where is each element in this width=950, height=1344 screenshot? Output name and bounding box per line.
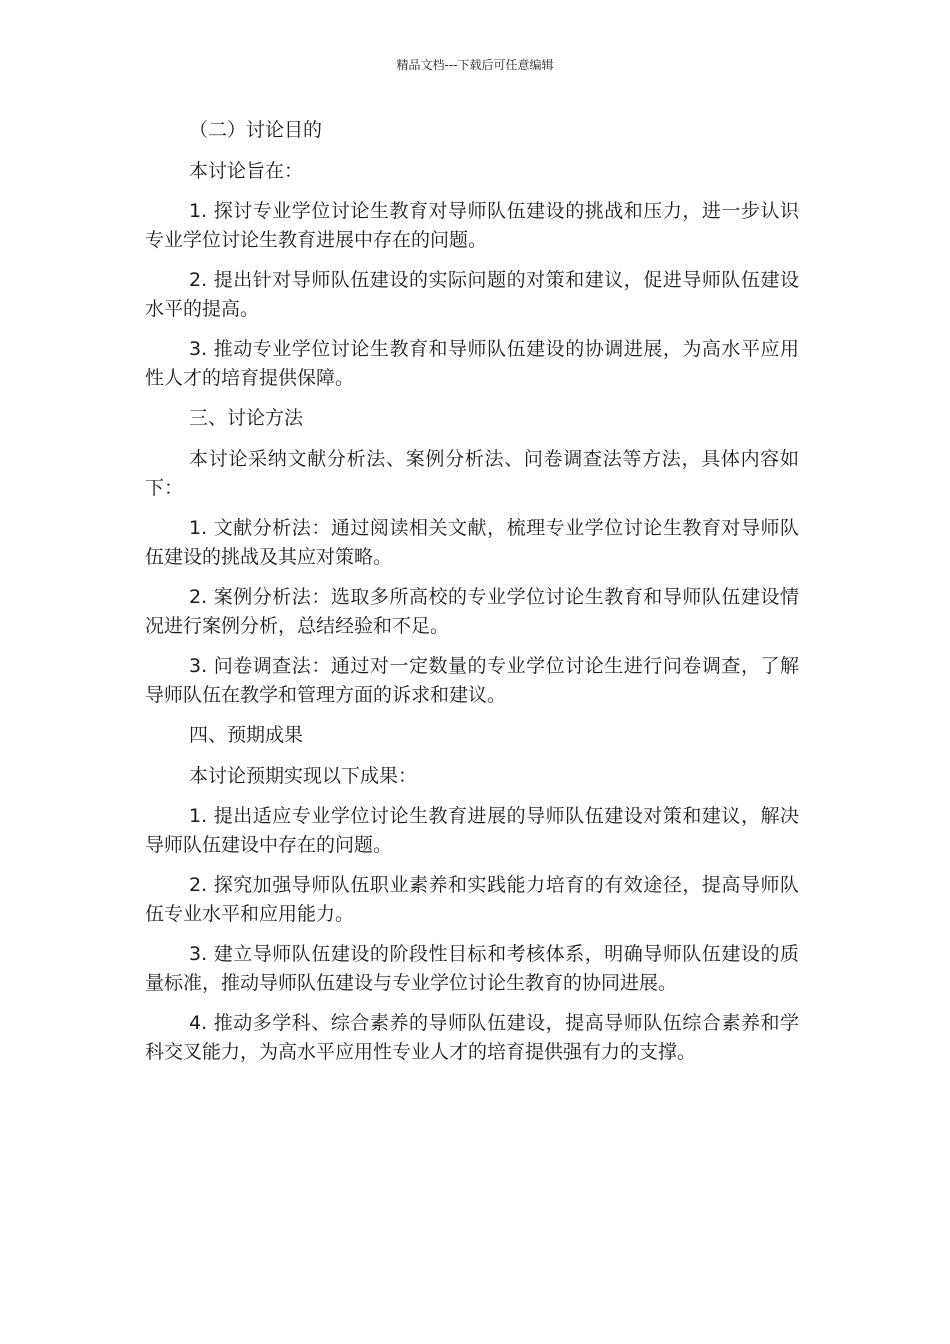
paragraph-purpose-item-1: 1. 探讨专业学位讨论生教育对导师队伍建设的挑战和压力，进一步认识专业学位讨论生教育进展中存在的问题。 bbox=[145, 200, 799, 251]
section-heading-outcomes: 四、预期成果 bbox=[189, 724, 304, 746]
paragraph-purpose-intro: 本讨论旨在： bbox=[189, 160, 304, 182]
document-body bbox=[145, 116, 799, 1078]
paragraph-purpose-item-2: 2. 提出针对导师队伍建设的实际问题的对策和建议，促进导师队伍建设水平的提高。 bbox=[145, 269, 799, 320]
paragraph-outcomes-item-4: 4. 推动多学科、综合素养的导师队伍建设，提高导师队伍综合素养和学科交叉能力，为高水平应用性专业人才的培育提供强有力的支撑。 bbox=[145, 1012, 799, 1063]
paragraph-outcomes-item-2: 2. 探究加强导师队伍职业素养和实践能力培育的有效途径，提高导师队伍专业水平和应用能力。 bbox=[145, 874, 799, 925]
paragraph-methods-item-2: 2. 案例分析法：选取多所高校的专业学位讨论生教育和导师队伍建设情况进行案例分析，总结经验和不足。 bbox=[145, 586, 799, 637]
paragraph-methods-item-3: 3. 问卷调查法：通过对一定数量的专业学位讨论生进行问卷调查，了解导师队伍在教学和管理方面的诉求和建议。 bbox=[145, 655, 799, 706]
paragraph-purpose-item-3: 3. 推动专业学位讨论生教育和导师队伍建设的协调进展，为高水平应用性人才的培育提供保障。 bbox=[145, 338, 799, 389]
paragraph-methods-intro: 本讨论采纳文献分析法、案例分析法、问卷调查法等方法，具体内容如下： bbox=[145, 448, 799, 499]
header-note: 精品文档---下载后可任意编辑 bbox=[396, 58, 554, 72]
section-heading-methods: 三、讨论方法 bbox=[189, 407, 304, 429]
paragraph-outcomes-item-3: 3. 建立导师队伍建设的阶段性目标和考核体系，明确导师队伍建设的质量标准，推动导师队伍建设与专业学位讨论生教育的协同进展。 bbox=[145, 943, 799, 994]
paragraph-outcomes-intro: 本讨论预期实现以下成果： bbox=[189, 765, 418, 787]
paragraph-methods-item-1: 1. 文献分析法：通过阅读相关文献，梳理专业学位讨论生教育对导师队伍建设的挑战及其应对策略。 bbox=[145, 517, 799, 568]
section-heading-purpose: （二）讨论目的 bbox=[189, 119, 323, 141]
paragraph-outcomes-item-1: 1. 提出适应专业学位讨论生教育进展的导师队伍建设对策和建议，解决导师队伍建设中存在的问题。 bbox=[145, 805, 799, 856]
